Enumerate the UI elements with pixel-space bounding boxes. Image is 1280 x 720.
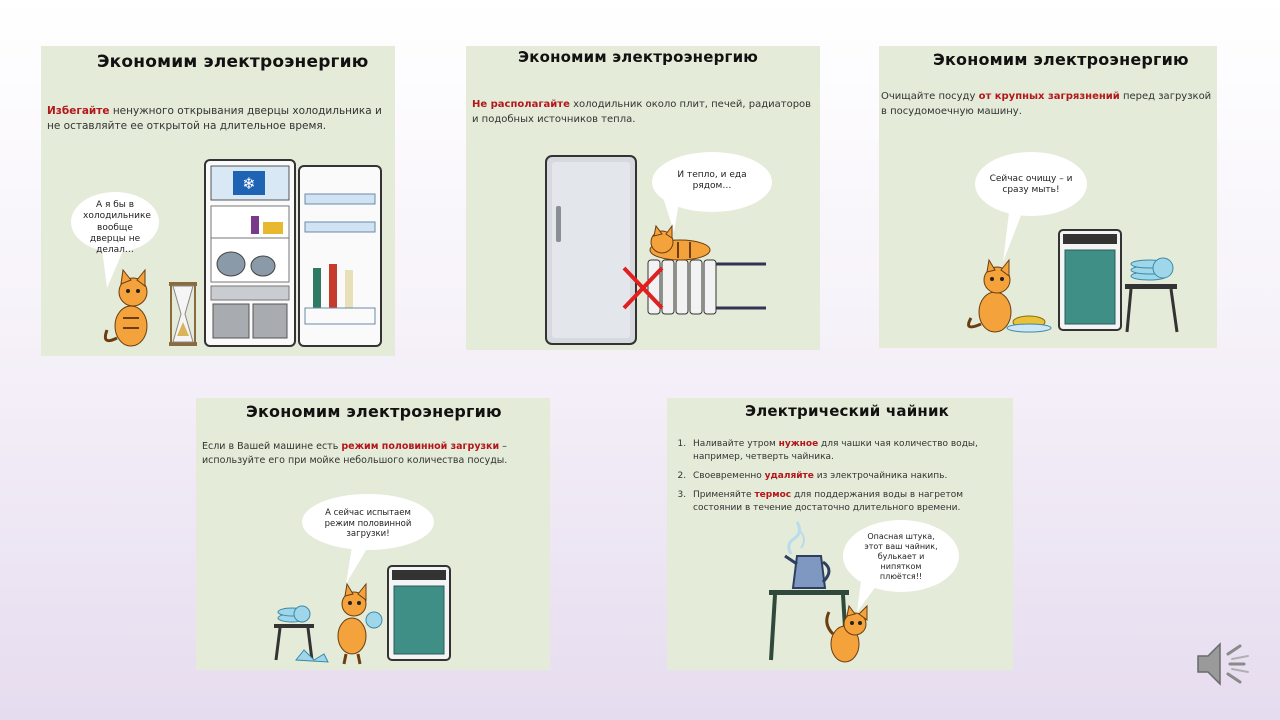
card-text: Избегайте ненужного открывания дверцы холодильника и не оставляйте ее открытой на длительное время. [47, 105, 382, 133]
table [274, 606, 328, 662]
cat-illustration [650, 226, 710, 260]
kettle-icon [785, 556, 829, 588]
card-fridge-door [41, 46, 395, 356]
highlight-text: термос [754, 490, 792, 501]
card-text: Если в Вашей машине есть режим половинной загрузки – используйте его при мойке небольшого количества посуды. [202, 441, 508, 466]
table [1125, 258, 1177, 332]
card-fridge-placement [466, 46, 820, 350]
hourglass-icon [169, 282, 197, 346]
highlight-text: от крупных загрязнений [978, 91, 1120, 102]
card-electric-kettle [667, 398, 1013, 670]
highlight-text: режим половинной загрузки [341, 441, 500, 452]
card-title: Экономим электроэнергию [933, 50, 1189, 69]
speaker-icon[interactable] [1192, 634, 1256, 699]
closed-fridge [546, 156, 636, 344]
list-item: 1. Наливайте утром нужное для чашки чая количество воды, например, четверть чайника. [689, 438, 1011, 464]
highlight-text: удаляйте [764, 471, 814, 482]
speech-bubble-text: Сейчас очищу – и сразу мыть! [989, 174, 1073, 196]
dishwasher [1059, 230, 1121, 330]
card-title: Экономим электроэнергию [246, 402, 502, 421]
cat-illustration [969, 260, 1051, 332]
dishwasher-scene [879, 46, 1217, 348]
card-title: Экономим электроэнергию [518, 48, 759, 66]
card-title: Электрический чайник [745, 402, 950, 420]
speech-bubble-text: А я бы в холодильнике вообще дверцы не делал… [83, 200, 151, 255]
radiator [648, 260, 766, 314]
list-item: 3. Применяйте термос для поддержания воды в нагретом состоянии в течение достаточно длительного времени. [689, 489, 1011, 515]
card-text: Очищайте посуду от крупных загрязнений перед загрузкой в посудомоечную машину. [881, 91, 1212, 117]
dishwasher [388, 566, 450, 660]
cat-illustration [338, 584, 382, 664]
steam [789, 522, 804, 554]
card-dish-cleaning [879, 46, 1217, 348]
cat-illustration [105, 270, 147, 346]
speech-bubble-text: Опасная штука, этот ваш чайник, булькает и нипятком плюётся!! [864, 532, 938, 581]
card-title: Экономим электроэнергию [97, 52, 369, 72]
cat-illustration [827, 606, 867, 662]
open-fridge [205, 160, 381, 346]
speech-bubble-text: А сейчас испытаем режим половинной загрузки! [324, 508, 412, 540]
card-text: Не располагайте холодильник около плит, печей, радиаторов и подобных источников тепла. [472, 99, 812, 125]
speech-bubble-text: И тепло, и еда рядом… [677, 170, 747, 192]
kettle-scene [667, 398, 1013, 670]
card-half-load [196, 398, 550, 670]
highlight-text: Избегайте [47, 105, 110, 117]
highlight-text: нужное [778, 439, 819, 449]
radiator-scene [466, 46, 820, 350]
list-item: 2. Своевременно удаляйте из электрочайника накипь. [689, 470, 1011, 483]
highlight-text: Не располагайте [472, 99, 570, 110]
svg-text:❄: ❄ [242, 174, 256, 193]
